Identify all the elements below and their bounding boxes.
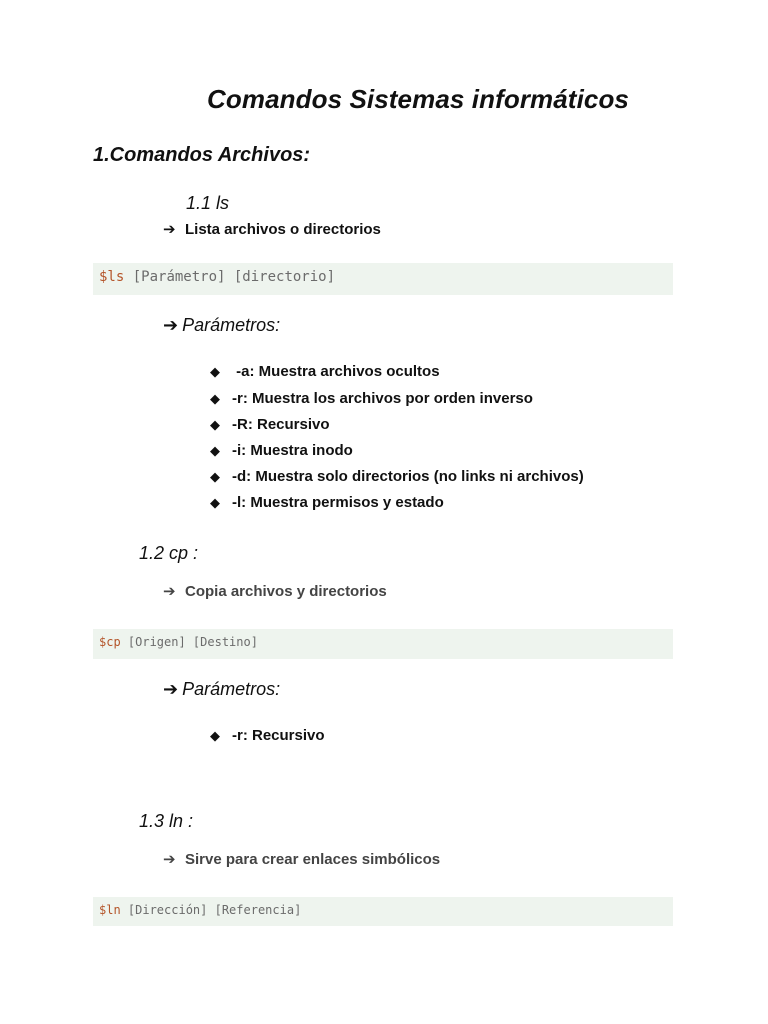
code-args: [Dirección] [Referencia] — [120, 903, 302, 917]
document-title: Comandos Sistemas informáticos — [207, 84, 629, 114]
cp-description-text: Copia archivos y directorios — [185, 583, 387, 600]
diamond-bullet-icon: ◆ — [210, 417, 220, 432]
code-command: $cp — [99, 635, 121, 649]
params-heading-text: Parámetros: — [182, 679, 281, 699]
list-item: ◆ -a: Muestra archivos ocultos — [210, 363, 440, 380]
cp-params-heading — [163, 679, 280, 700]
code-args: [Parámetro] [directorio] — [124, 269, 336, 285]
subsection-heading-cp: 1.2 cp : — [139, 543, 199, 563]
diamond-bullet-icon: ◆ — [210, 495, 220, 510]
arrow-icon: ➔ — [163, 315, 179, 335]
arrow-icon: ➔ — [163, 583, 176, 600]
arrow-icon: ➔ — [163, 851, 176, 868]
diamond-bullet-icon: ◆ — [210, 728, 220, 743]
list-item: ◆ -r: Muestra los archivos por orden inverso — [210, 390, 533, 407]
arrow-icon: ➔ — [163, 679, 179, 699]
ln-description — [163, 850, 440, 868]
code-block-cp — [93, 629, 673, 659]
list-item: ◆ -l: Muestra permisos y estado — [210, 494, 444, 511]
params-heading-text: Parámetros: — [182, 315, 281, 335]
code-command: $ls — [99, 269, 125, 285]
diamond-bullet-icon: ◆ — [210, 391, 220, 406]
code-command: $ln — [99, 903, 121, 917]
cp-description — [163, 582, 387, 600]
ls-description-text: Lista archivos o directorios — [185, 221, 381, 238]
code-block-ln — [93, 897, 673, 926]
diamond-bullet-icon: ◆ — [210, 364, 220, 379]
list-item: ◆ -r: Recursivo — [210, 727, 325, 744]
diamond-bullet-icon: ◆ — [210, 469, 220, 484]
arrow-icon: ➔ — [163, 221, 176, 238]
subsection-heading-ls: 1.1 ls — [186, 193, 230, 213]
list-item: ◆ -R: Recursivo — [210, 416, 330, 433]
section-heading-archivos: 1.Comandos Archivos: — [93, 144, 311, 166]
code-args: [Origen] [Destino] — [120, 635, 258, 649]
diamond-bullet-icon: ◆ — [210, 443, 220, 458]
code-block-ls — [93, 263, 673, 295]
list-item: ◆ -i: Muestra inodo — [210, 442, 353, 459]
ln-description-text: Sirve para crear enlaces simbólicos — [185, 851, 441, 868]
list-item: ◆ -d: Muestra solo directorios (no links ni archivos) — [210, 468, 584, 485]
ls-description — [163, 220, 381, 238]
ls-params-heading — [163, 315, 280, 336]
subsection-heading-ln: 1.3 ln : — [139, 811, 194, 831]
